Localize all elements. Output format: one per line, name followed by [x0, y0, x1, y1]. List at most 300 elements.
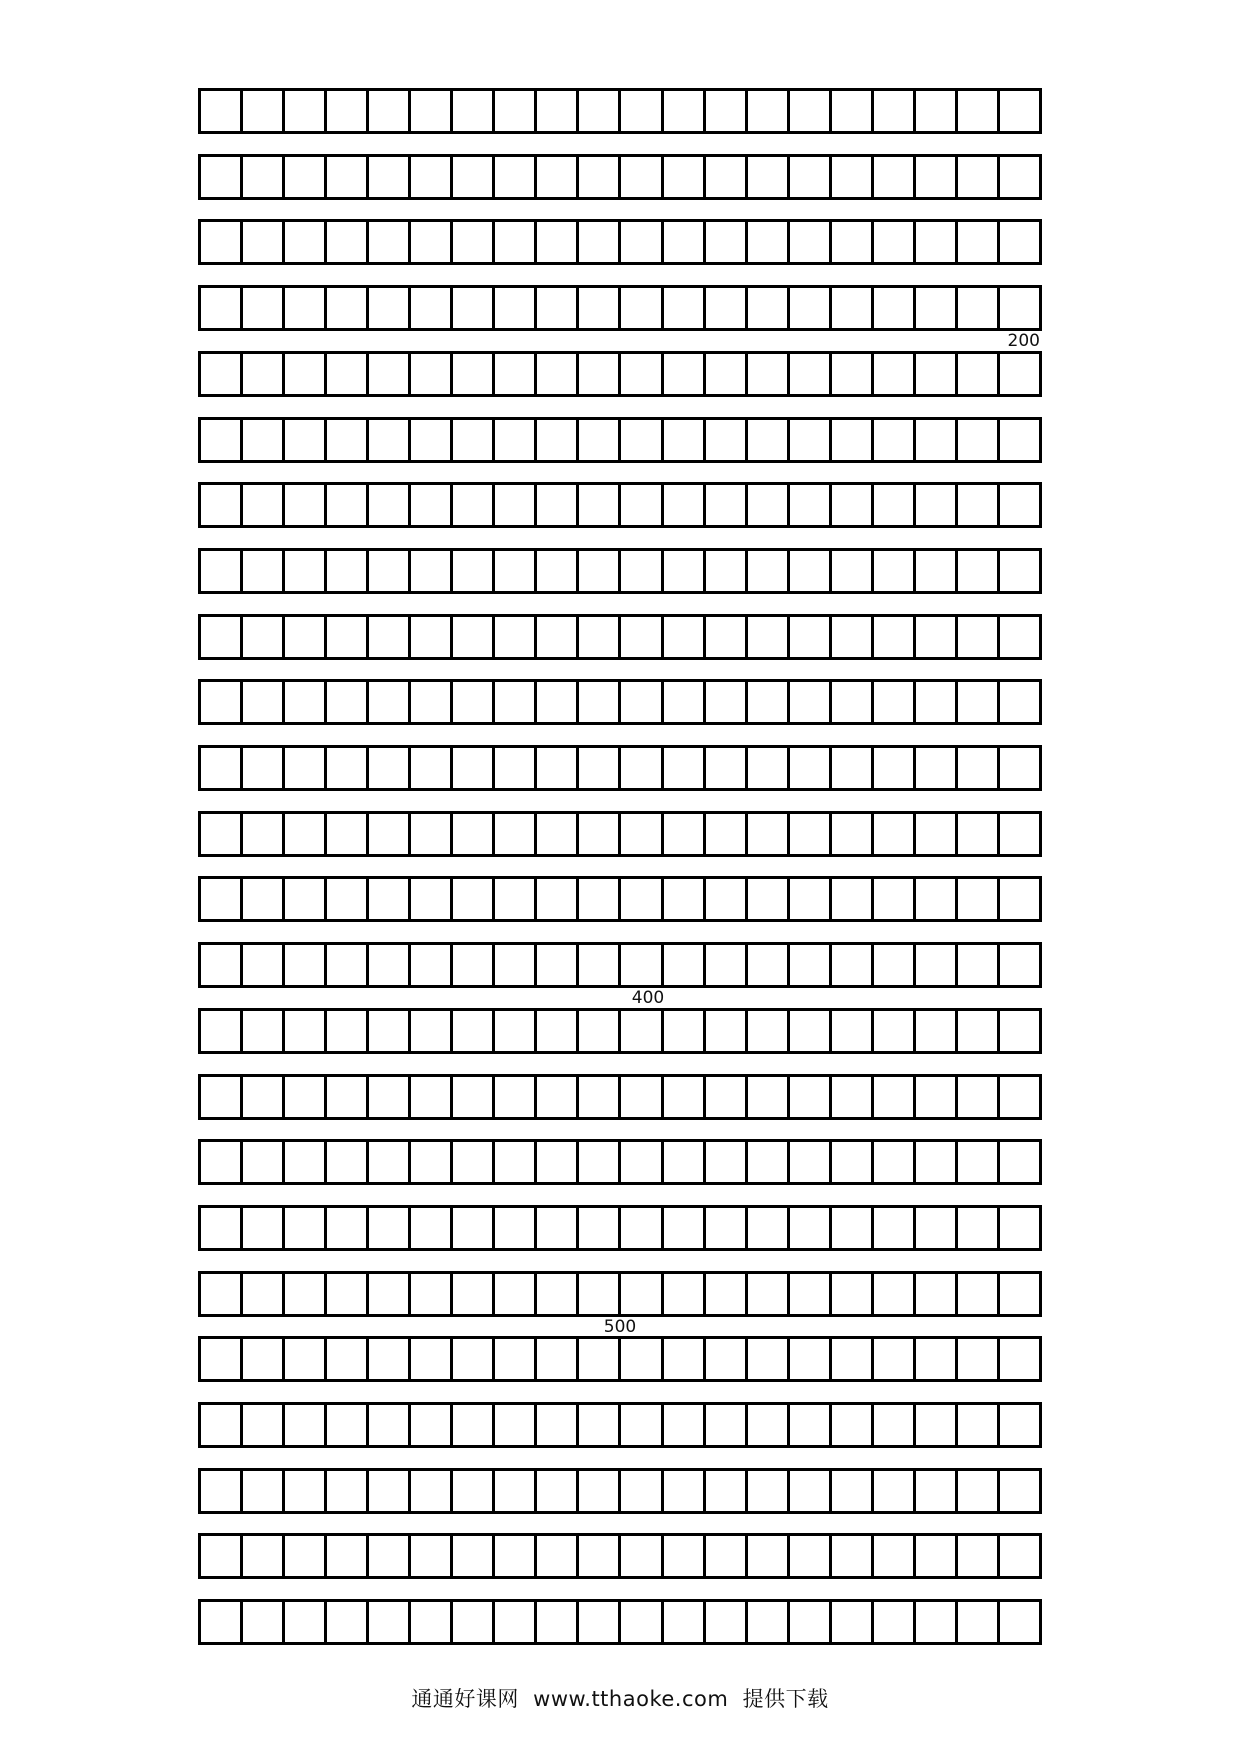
character-cell — [618, 1208, 660, 1248]
character-cell — [997, 420, 1039, 460]
character-cell — [997, 1011, 1039, 1051]
character-cell — [871, 485, 913, 525]
character-cell — [955, 485, 997, 525]
character-cell — [282, 1339, 324, 1379]
character-cell — [955, 1339, 997, 1379]
character-cell — [450, 945, 492, 985]
character-cell — [576, 420, 618, 460]
character-cell — [703, 1077, 745, 1117]
character-cell — [282, 1274, 324, 1314]
character-cell — [576, 617, 618, 657]
character-cell — [534, 354, 576, 394]
character-cell — [408, 1208, 450, 1248]
character-cell — [282, 1142, 324, 1182]
character-cell — [534, 222, 576, 262]
character-cell — [871, 1208, 913, 1248]
character-cell — [871, 1142, 913, 1182]
grid-row — [198, 1402, 1042, 1448]
character-cell — [492, 814, 534, 854]
character-cell — [661, 748, 703, 788]
character-cell — [618, 420, 660, 460]
character-cell — [829, 1602, 871, 1642]
character-cell — [408, 879, 450, 919]
character-cell — [997, 814, 1039, 854]
character-cell — [534, 485, 576, 525]
character-cell — [745, 879, 787, 919]
character-cell — [201, 485, 240, 525]
character-cell — [240, 1274, 282, 1314]
character-cell — [618, 485, 660, 525]
grid-row — [198, 1336, 1042, 1382]
grid-row — [198, 1599, 1042, 1645]
character-cell — [408, 551, 450, 591]
character-cell — [240, 814, 282, 854]
character-cell — [408, 1339, 450, 1379]
character-cell — [534, 1142, 576, 1182]
character-cell — [829, 288, 871, 328]
footer-text: 通通好课网 www.tthaoke.com 提供下载 — [411, 1687, 829, 1711]
character-cell — [787, 1602, 829, 1642]
character-cell — [913, 222, 955, 262]
character-cell — [703, 1602, 745, 1642]
character-cell — [450, 879, 492, 919]
character-cell — [745, 945, 787, 985]
character-cell — [829, 1011, 871, 1051]
character-cell — [955, 879, 997, 919]
character-cell — [240, 1077, 282, 1117]
character-cell — [661, 1536, 703, 1576]
character-cell — [282, 1011, 324, 1051]
character-cell — [324, 814, 366, 854]
grid-row — [198, 88, 1042, 134]
character-cell — [534, 1339, 576, 1379]
character-cell — [408, 1602, 450, 1642]
grid-row — [198, 745, 1042, 791]
character-cell — [661, 1405, 703, 1445]
character-cell — [661, 91, 703, 131]
grid-row — [198, 285, 1042, 331]
character-cell — [366, 1274, 408, 1314]
character-cell — [913, 945, 955, 985]
character-cell — [871, 288, 913, 328]
character-cell — [661, 1011, 703, 1051]
character-cell — [745, 157, 787, 197]
character-cell — [492, 748, 534, 788]
character-cell — [829, 420, 871, 460]
character-cell — [324, 1142, 366, 1182]
character-cell — [997, 1405, 1039, 1445]
character-cell — [787, 1274, 829, 1314]
character-cell — [618, 288, 660, 328]
character-cell — [618, 91, 660, 131]
character-cell — [703, 682, 745, 722]
character-cell — [618, 682, 660, 722]
character-cell — [492, 617, 534, 657]
character-cell — [661, 682, 703, 722]
character-cell — [618, 354, 660, 394]
character-cell — [661, 157, 703, 197]
character-cell — [201, 1208, 240, 1248]
character-cell — [534, 1536, 576, 1576]
character-cell — [787, 1142, 829, 1182]
char-count-marker-400: 400 — [631, 988, 665, 1008]
character-cell — [871, 420, 913, 460]
grid-row — [198, 1271, 1042, 1317]
grid-row — [198, 1139, 1042, 1185]
character-cell — [492, 420, 534, 460]
character-cell — [201, 879, 240, 919]
character-cell — [787, 222, 829, 262]
character-cell — [955, 420, 997, 460]
character-cell — [745, 354, 787, 394]
character-cell — [576, 814, 618, 854]
character-cell — [576, 879, 618, 919]
character-cell — [450, 1274, 492, 1314]
character-cell — [282, 222, 324, 262]
character-cell — [829, 1274, 871, 1314]
grid-row — [198, 614, 1042, 660]
character-cell — [492, 1274, 534, 1314]
character-cell — [534, 1077, 576, 1117]
character-cell — [871, 354, 913, 394]
character-cell — [366, 1011, 408, 1051]
grid-row — [198, 154, 1042, 200]
character-cell — [408, 1142, 450, 1182]
character-cell — [576, 485, 618, 525]
character-cell — [829, 1471, 871, 1511]
writing-grid — [198, 88, 1042, 1645]
character-cell — [871, 814, 913, 854]
character-cell — [871, 1077, 913, 1117]
character-cell — [240, 945, 282, 985]
character-cell — [366, 420, 408, 460]
character-cell — [408, 1536, 450, 1576]
character-cell — [324, 1405, 366, 1445]
character-cell — [913, 551, 955, 591]
character-cell — [618, 814, 660, 854]
character-cell — [324, 617, 366, 657]
character-cell — [997, 1208, 1039, 1248]
character-cell — [282, 1536, 324, 1576]
character-cell — [450, 1011, 492, 1051]
character-cell — [201, 617, 240, 657]
character-cell — [997, 222, 1039, 262]
character-cell — [282, 617, 324, 657]
character-cell — [366, 879, 408, 919]
character-cell — [201, 1471, 240, 1511]
character-cell — [829, 617, 871, 657]
character-cell — [240, 1011, 282, 1051]
character-cell — [534, 551, 576, 591]
character-cell — [201, 551, 240, 591]
character-cell — [745, 420, 787, 460]
character-cell — [913, 682, 955, 722]
character-cell — [450, 222, 492, 262]
character-cell — [240, 354, 282, 394]
character-cell — [201, 354, 240, 394]
character-cell — [366, 157, 408, 197]
character-cell — [408, 945, 450, 985]
character-cell — [576, 1011, 618, 1051]
character-cell — [282, 1405, 324, 1445]
character-cell — [450, 1208, 492, 1248]
character-cell — [450, 1142, 492, 1182]
character-cell — [997, 551, 1039, 591]
character-cell — [201, 1405, 240, 1445]
character-cell — [366, 288, 408, 328]
character-cell — [787, 354, 829, 394]
character-cell — [703, 945, 745, 985]
character-cell — [871, 1471, 913, 1511]
character-cell — [450, 1405, 492, 1445]
character-cell — [450, 814, 492, 854]
character-cell — [661, 1602, 703, 1642]
character-cell — [576, 551, 618, 591]
character-cell — [534, 945, 576, 985]
character-cell — [324, 91, 366, 131]
character-cell — [450, 1471, 492, 1511]
character-cell — [871, 157, 913, 197]
character-cell — [955, 551, 997, 591]
character-cell — [534, 682, 576, 722]
character-cell — [829, 945, 871, 985]
character-cell — [492, 1602, 534, 1642]
character-cell — [829, 551, 871, 591]
character-cell — [787, 420, 829, 460]
character-cell — [576, 354, 618, 394]
character-cell — [450, 748, 492, 788]
character-cell — [913, 1602, 955, 1642]
character-cell — [955, 1536, 997, 1576]
character-cell — [450, 354, 492, 394]
character-cell — [661, 354, 703, 394]
character-cell — [324, 1077, 366, 1117]
character-cell — [576, 945, 618, 985]
character-cell — [201, 682, 240, 722]
character-cell — [450, 420, 492, 460]
character-cell — [408, 485, 450, 525]
character-cell — [240, 1208, 282, 1248]
char-count-marker-500: 500 — [603, 1317, 637, 1337]
character-cell — [745, 1077, 787, 1117]
character-cell — [240, 1405, 282, 1445]
character-cell — [366, 617, 408, 657]
character-cell — [829, 354, 871, 394]
character-cell — [324, 354, 366, 394]
character-cell — [408, 1471, 450, 1511]
character-cell — [324, 485, 366, 525]
character-cell — [703, 1142, 745, 1182]
character-cell — [955, 814, 997, 854]
character-cell — [703, 485, 745, 525]
character-cell — [282, 157, 324, 197]
character-cell — [745, 1142, 787, 1182]
character-cell — [282, 485, 324, 525]
character-cell — [745, 1471, 787, 1511]
character-cell — [745, 288, 787, 328]
character-cell — [450, 1339, 492, 1379]
character-cell — [703, 1405, 745, 1445]
character-cell — [955, 91, 997, 131]
character-cell — [492, 879, 534, 919]
character-cell — [576, 91, 618, 131]
character-cell — [997, 485, 1039, 525]
character-cell — [282, 551, 324, 591]
character-cell — [282, 1208, 324, 1248]
character-cell — [450, 1602, 492, 1642]
character-cell — [576, 1471, 618, 1511]
character-cell — [871, 1011, 913, 1051]
character-cell — [492, 288, 534, 328]
grid-row — [198, 1205, 1042, 1251]
character-cell — [618, 617, 660, 657]
character-cell — [618, 1011, 660, 1051]
character-cell — [787, 288, 829, 328]
character-cell — [240, 157, 282, 197]
character-cell — [492, 551, 534, 591]
character-cell — [661, 945, 703, 985]
character-cell — [745, 551, 787, 591]
character-cell — [913, 485, 955, 525]
character-cell — [201, 420, 240, 460]
character-cell — [408, 1405, 450, 1445]
character-cell — [534, 1208, 576, 1248]
character-cell — [576, 1339, 618, 1379]
character-cell — [913, 617, 955, 657]
character-cell — [240, 222, 282, 262]
character-cell — [450, 551, 492, 591]
character-cell — [324, 420, 366, 460]
character-cell — [829, 682, 871, 722]
character-cell — [745, 617, 787, 657]
character-cell — [201, 1077, 240, 1117]
character-cell — [745, 1274, 787, 1314]
character-cell — [703, 1208, 745, 1248]
grid-row — [198, 482, 1042, 528]
character-cell — [913, 814, 955, 854]
grid-row — [198, 1468, 1042, 1514]
character-cell — [787, 1011, 829, 1051]
character-cell — [282, 814, 324, 854]
character-cell — [787, 1077, 829, 1117]
character-cell — [408, 1077, 450, 1117]
character-cell — [703, 551, 745, 591]
character-cell — [955, 157, 997, 197]
character-cell — [576, 1536, 618, 1576]
character-cell — [997, 1536, 1039, 1576]
character-cell — [240, 1536, 282, 1576]
character-cell — [240, 617, 282, 657]
character-cell — [618, 157, 660, 197]
grid-row — [198, 942, 1042, 988]
character-cell — [871, 1339, 913, 1379]
character-cell — [745, 1339, 787, 1379]
character-cell — [997, 748, 1039, 788]
character-cell — [240, 485, 282, 525]
character-cell — [703, 1339, 745, 1379]
character-cell — [955, 1274, 997, 1314]
character-cell — [745, 91, 787, 131]
character-cell — [787, 945, 829, 985]
character-cell — [408, 354, 450, 394]
character-cell — [955, 1077, 997, 1117]
character-cell — [787, 617, 829, 657]
character-cell — [324, 748, 366, 788]
character-cell — [450, 1077, 492, 1117]
character-cell — [997, 1602, 1039, 1642]
character-cell — [492, 1536, 534, 1576]
character-cell — [450, 1536, 492, 1576]
character-cell — [829, 1405, 871, 1445]
character-cell — [324, 945, 366, 985]
character-cell — [745, 1208, 787, 1248]
character-cell — [408, 420, 450, 460]
character-cell — [324, 157, 366, 197]
character-cell — [871, 1274, 913, 1314]
character-cell — [661, 485, 703, 525]
grid-row — [198, 811, 1042, 857]
character-cell — [618, 1471, 660, 1511]
character-cell — [703, 617, 745, 657]
character-cell — [324, 1011, 366, 1051]
character-cell — [703, 222, 745, 262]
character-cell — [618, 1274, 660, 1314]
character-cell — [201, 1274, 240, 1314]
character-cell — [661, 1208, 703, 1248]
character-cell — [576, 1274, 618, 1314]
character-cell — [745, 682, 787, 722]
character-cell — [913, 1208, 955, 1248]
character-cell — [618, 879, 660, 919]
character-cell — [661, 1339, 703, 1379]
character-cell — [282, 420, 324, 460]
character-cell — [366, 945, 408, 985]
character-cell — [492, 682, 534, 722]
character-cell — [618, 1339, 660, 1379]
character-cell — [787, 748, 829, 788]
character-cell — [787, 1471, 829, 1511]
character-cell — [955, 748, 997, 788]
character-cell — [661, 222, 703, 262]
character-cell — [282, 879, 324, 919]
character-cell — [366, 1077, 408, 1117]
grid-row — [198, 876, 1042, 922]
grid-row — [198, 219, 1042, 265]
character-cell — [576, 682, 618, 722]
character-cell — [324, 1602, 366, 1642]
character-cell — [450, 682, 492, 722]
character-cell — [955, 1011, 997, 1051]
character-cell — [201, 157, 240, 197]
character-cell — [661, 1142, 703, 1182]
character-cell — [703, 814, 745, 854]
character-cell — [492, 1011, 534, 1051]
character-cell — [787, 91, 829, 131]
character-cell — [282, 748, 324, 788]
character-cell — [913, 1274, 955, 1314]
character-cell — [745, 1405, 787, 1445]
character-cell — [366, 551, 408, 591]
character-cell — [201, 1142, 240, 1182]
char-count-marker-200: 200 — [1007, 331, 1040, 351]
character-cell — [201, 1339, 240, 1379]
character-cell — [955, 288, 997, 328]
character-cell — [913, 1536, 955, 1576]
character-cell — [201, 91, 240, 131]
character-cell — [955, 1208, 997, 1248]
character-cell — [366, 1602, 408, 1642]
character-cell — [201, 814, 240, 854]
